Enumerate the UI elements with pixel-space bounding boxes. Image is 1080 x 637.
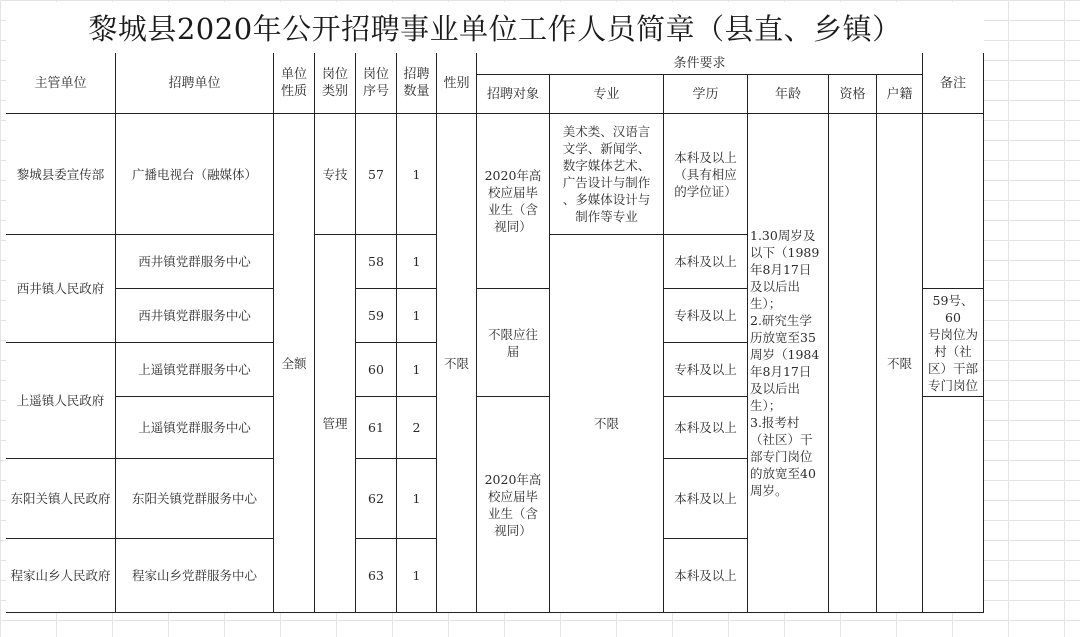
hire-count-cell: 1 [397,459,437,539]
hire-count-cell: 1 [397,235,437,289]
header-post-number: 岗位 序号 [356,53,397,114]
education-cell: 本科及以上 [664,459,748,539]
unit-cell: 广播电视台（融媒体） [116,114,274,235]
unit-cell: 西井镇党群服务中心 [116,289,274,343]
major-cell: 美术类、汉语言 文学、新闻学、 数字媒体艺术、 广告设计与制作 、多媒体设计与 制作等专业 [550,114,664,235]
supervisor-cell: 东阳关镇人民政府 [6,459,116,539]
hire-count-cell: 1 [397,343,437,397]
unit-nature-cell: 全额 [274,114,315,613]
hire-count-cell: 2 [397,397,437,459]
header-unit-nature: 单位 性质 [274,53,315,114]
header-age: 年龄 [748,75,829,114]
unit-cell: 程家山乡党群服务中心 [116,539,274,613]
header-gender: 性别 [437,53,477,114]
target-cell: 不限应往 届 [477,289,550,397]
target-cell: 2020年高 校应届毕 业生（含 视同） [477,114,550,289]
hire-count-cell: 1 [397,289,437,343]
unit-cell: 上遥镇党群服务中心 [116,397,274,459]
header-remarks: 备注 [923,53,984,114]
post-number-cell: 62 [356,459,397,539]
gender-cell: 不限 [437,114,477,613]
unit-cell: 西井镇党群服务中心 [116,235,274,289]
post-number-cell: 60 [356,343,397,397]
header-major: 专业 [550,75,664,114]
post-type-cell: 专技 [315,114,356,235]
age-cell: 1.30周岁及 以下（1989 年8月17日 及以后出 生）； 2.研究生学 历放宽至35 周岁（1984 年8月17日 及以后出 生）； 3.报考村 （社区）干 部专门岗位 的放宽至40 周岁。 [748,114,829,613]
post-number-cell: 59 [356,289,397,343]
education-cell: 本科及以上 [664,235,748,289]
supervisor-cell: 西井镇人民政府 [6,235,116,343]
post-number-cell: 63 [356,539,397,613]
header-unit: 招聘单位 [116,53,274,114]
hire-count-cell: 1 [397,539,437,613]
supervisor-cell: 黎城县委宣传部 [6,114,116,235]
document-title: 黎城县2020年公开招聘事业单位工作人员简章（县直、乡镇） [6,2,984,54]
education-cell: 本科及以上 [664,539,748,613]
target-cell: 2020年高 校应届毕 业生（含 视同） [477,397,550,613]
qualification-cell [829,114,877,613]
major-cell: 不限 [550,235,664,613]
header-conditions: 条件要求 [477,53,923,75]
header-hire-count: 招聘 数量 [397,53,437,114]
remarks-cell: 59号、60 号岗位为 村（社 区）干部 专门岗位 [923,289,984,397]
header-post-type: 岗位 类别 [315,53,356,114]
education-cell: 本科及以上 （具有相应 的学位证） [664,114,748,235]
unit-cell: 东阳关镇党群服务中心 [116,459,274,539]
header-hukou: 户籍 [877,75,923,114]
post-number-cell: 61 [356,397,397,459]
remarks-cell [923,397,984,613]
header-qualification: 资格 [829,75,877,114]
remarks-cell [923,114,984,289]
supervisor-cell: 上遥镇人民政府 [6,343,116,459]
post-number-cell: 58 [356,235,397,289]
supervisor-cell: 程家山乡人民政府 [6,539,116,613]
education-cell: 专科及以上 [664,343,748,397]
education-cell: 本科及以上 [664,397,748,459]
post-number-cell: 57 [356,114,397,235]
hukou-cell: 不限 [877,114,923,613]
education-cell: 专科及以上 [664,289,748,343]
post-type-cell: 管理 [315,235,356,613]
header-supervisor: 主管单位 [6,53,116,114]
header-education: 学历 [664,75,748,114]
hire-count-cell: 1 [397,114,437,235]
header-target: 招聘对象 [477,75,550,114]
unit-cell: 上遥镇党群服务中心 [116,343,274,397]
